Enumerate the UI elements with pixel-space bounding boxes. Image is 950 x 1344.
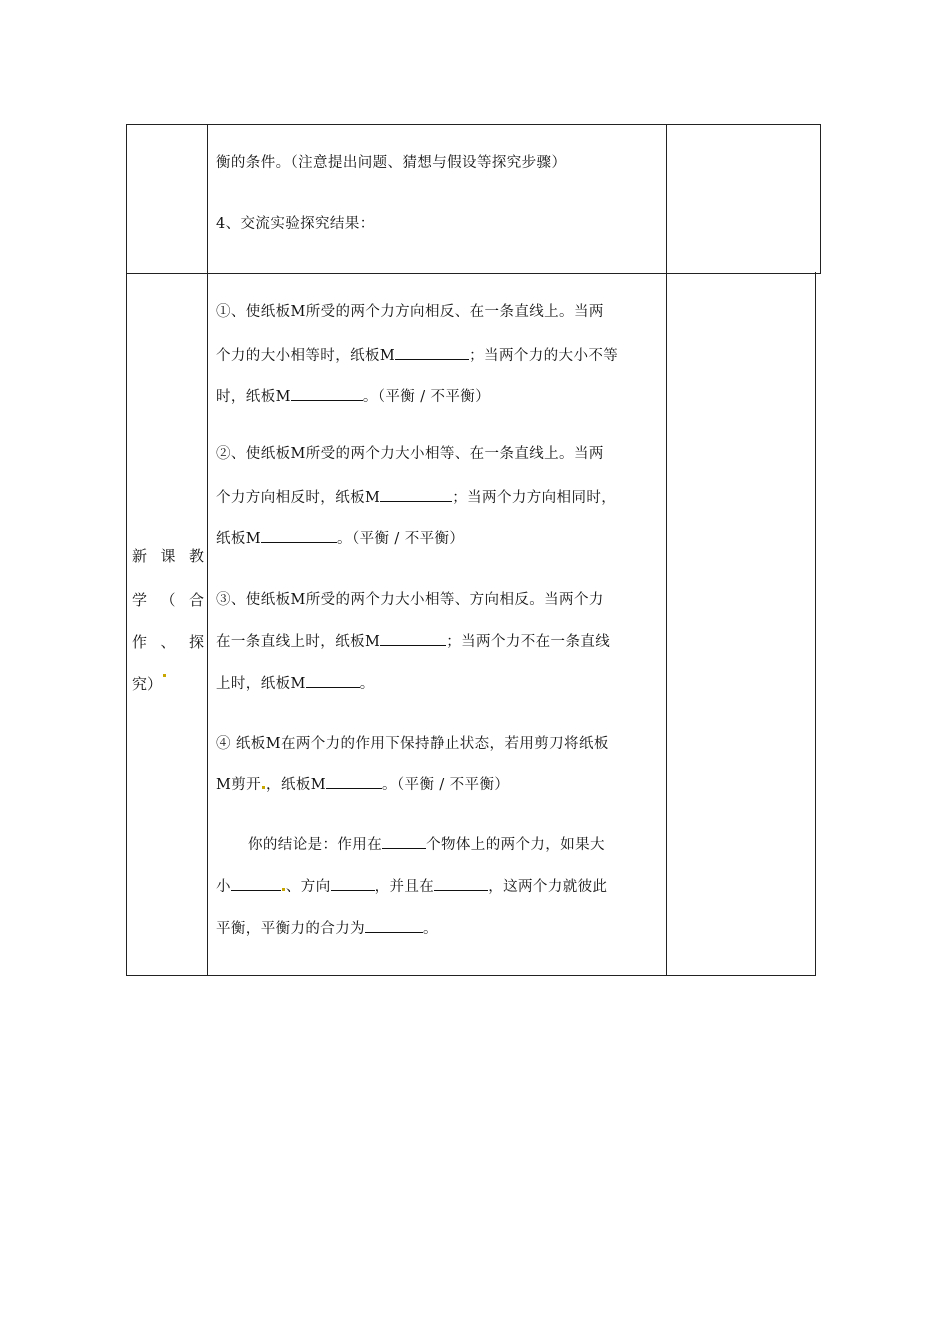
item-1-line-3: 时，纸板M 。（平衡 / 不平衡） xyxy=(216,386,666,407)
table-left-border xyxy=(126,272,127,976)
item-3-line-2: 在一条直线上时，纸板M ；当两个力不在一条直线 xyxy=(216,631,666,652)
marker-dot xyxy=(262,786,265,789)
section-label-line-3: 作 、 探 xyxy=(132,633,204,651)
table-top-row xyxy=(126,124,821,274)
conclusion-line-3: 平衡，平衡力的合力为 。 xyxy=(216,918,666,939)
section-label-line-2: 学 （ 合 xyxy=(132,591,204,609)
conclusion-line-2: 小 、方向 ，并且在 ，这两个力就彼此 xyxy=(216,876,666,897)
section-label-line-1: 新 课 教 xyxy=(132,547,204,565)
item-3-line-3: 上时，纸板M 。 xyxy=(216,673,666,694)
marker-dot xyxy=(282,888,285,891)
item-2-line-2: 个力方向相反时，纸板M ；当两个力方向相同时， xyxy=(216,487,666,508)
column-divider-right xyxy=(666,272,667,976)
top-line-2: 4、交流实验探究结果： xyxy=(216,216,375,232)
table-bottom-border xyxy=(126,975,816,976)
column-divider-right-top xyxy=(666,124,667,272)
answer-blank[interactable] xyxy=(231,876,281,891)
item-1-line-1: ①、使纸板M所受的两个力方向相反、在一条直线上。当两 xyxy=(216,304,604,320)
answer-blank[interactable] xyxy=(365,918,423,933)
answer-blank[interactable] xyxy=(261,528,337,543)
top-line-1: 衡的条件。（注意提出问题、猜想与假设等探究步骤） xyxy=(216,155,567,171)
answer-blank[interactable] xyxy=(395,345,469,360)
item-2-line-3: 纸板M 。（平衡 / 不平衡） xyxy=(216,528,666,549)
answer-blank[interactable] xyxy=(380,487,452,502)
answer-blank[interactable] xyxy=(434,876,488,891)
marker-dot xyxy=(163,674,166,677)
column-divider-left xyxy=(207,272,208,976)
table-right-border xyxy=(815,272,816,976)
item-1-line-2: 个力的大小相等时，纸板M ；当两个力的大小不等 xyxy=(216,345,666,366)
item-4-line-2: M剪开 ，纸板M 。（平衡 / 不平衡） xyxy=(216,774,666,795)
conclusion-line-1: 你的结论是：作用在 个物体上的两个力，如果大 xyxy=(248,834,668,855)
answer-blank[interactable] xyxy=(380,631,446,646)
item-3-line-1: ③、使纸板M所受的两个力大小相等、方向相反。当两个力 xyxy=(216,592,604,608)
answer-blank[interactable] xyxy=(291,386,363,401)
answer-blank[interactable] xyxy=(382,834,426,849)
answer-blank[interactable] xyxy=(306,673,360,688)
item-4-line-1: ④ 纸板M在两个力的作用下保持静止状态，若用剪刀将纸板 xyxy=(216,736,609,752)
answer-blank[interactable] xyxy=(331,876,375,891)
item-2-line-1: ②、使纸板M所受的两个力大小相等、在一条直线上。当两 xyxy=(216,446,604,462)
section-label-line-4: 究） xyxy=(132,674,204,694)
column-divider-left-top xyxy=(207,124,208,272)
answer-blank[interactable] xyxy=(326,774,382,789)
